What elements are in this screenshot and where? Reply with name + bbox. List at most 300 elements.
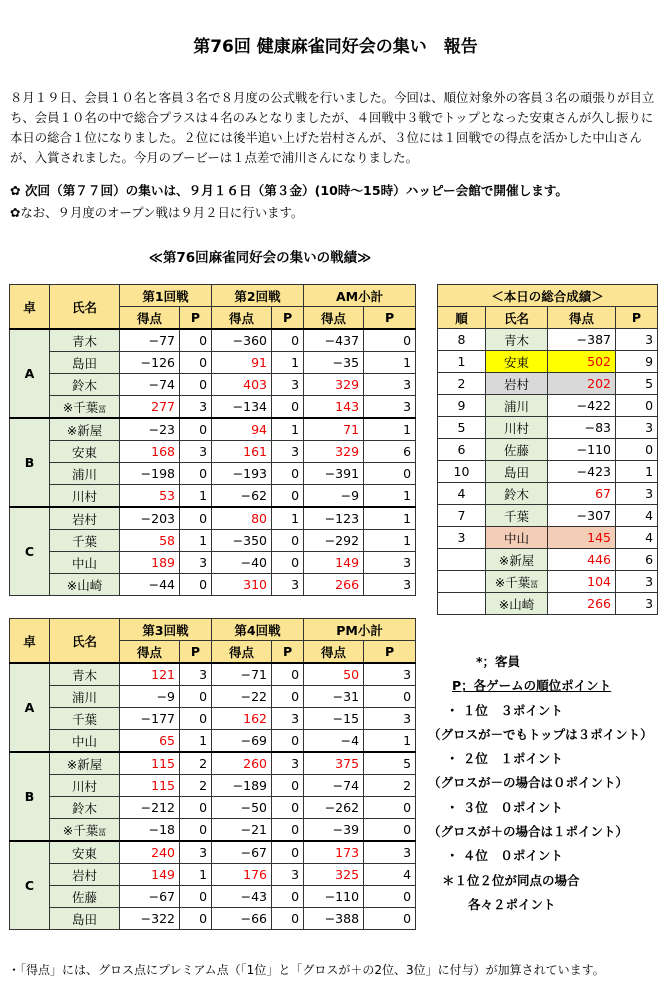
total-points-cell: 6 xyxy=(616,549,658,571)
pm-player-row xyxy=(10,864,416,886)
score-cell: −193 xyxy=(212,463,272,485)
guest-mark: 冨 xyxy=(98,404,107,414)
overall-header: ＜本日の総合成績＞ xyxy=(438,285,658,307)
pm-table-col: 卓 xyxy=(10,619,50,664)
am-player-row xyxy=(10,485,416,508)
score-col-header: 得点 xyxy=(548,307,616,329)
am-game-header: AM小計 xyxy=(304,285,416,307)
pm-player-row xyxy=(10,775,416,797)
pm-name-col: 氏名 xyxy=(50,619,120,664)
overall-row xyxy=(438,351,658,373)
points-cell: 0 xyxy=(364,797,416,819)
points-cell: 1 xyxy=(272,352,304,374)
points-cell: 0 xyxy=(180,686,212,708)
points-cell: 0 xyxy=(180,886,212,908)
score-cell: 50 xyxy=(304,663,364,686)
pm-header-row xyxy=(10,619,416,641)
score-cell: −203 xyxy=(120,507,180,530)
score-cell: −74 xyxy=(304,775,364,797)
score-cell: −322 xyxy=(120,908,180,930)
score-col-header: 得点 xyxy=(212,641,272,664)
points-cell: 0 xyxy=(180,352,212,374)
total-score-cell: −387 xyxy=(548,329,616,351)
page-title: 第76回 健康麻雀同好会の集い 報告 xyxy=(193,37,478,57)
name-col-header: 氏名 xyxy=(486,307,548,329)
score-cell: 329 xyxy=(304,374,364,396)
total-points-cell: 0 xyxy=(616,439,658,461)
player-name: 岩村 xyxy=(50,864,120,886)
guest-mark: 冨 xyxy=(98,827,107,837)
points-cell: 0 xyxy=(272,819,304,842)
player-name: ※山崎 xyxy=(486,593,548,615)
score-cell: −177 xyxy=(120,708,180,730)
points-cell: 0 xyxy=(180,708,212,730)
points-cell: 0 xyxy=(364,908,416,930)
points-cell: 0 xyxy=(364,463,416,485)
legend-line: ・ ３位 ０ポイント xyxy=(446,799,563,815)
overall-row xyxy=(438,395,658,417)
points-cell: 0 xyxy=(180,819,212,842)
player-name: ※千葉冨 xyxy=(50,396,120,419)
score-cell: −22 xyxy=(212,686,272,708)
player-name: ※新屋 xyxy=(50,418,120,441)
points-cell: 0 xyxy=(272,663,304,686)
score-cell: 80 xyxy=(212,507,272,530)
points-cell: 0 xyxy=(180,507,212,530)
legend-line: 各々２ポイント xyxy=(468,896,556,912)
points-cell: 0 xyxy=(272,485,304,508)
pm-player-row xyxy=(10,730,416,753)
score-cell: 115 xyxy=(120,752,180,775)
points-cell: 0 xyxy=(272,530,304,552)
overall-row xyxy=(438,593,658,615)
score-cell: −18 xyxy=(120,819,180,842)
points-col-header: P xyxy=(180,307,212,330)
player-name: 安東 xyxy=(486,351,548,373)
pm-game-header: 第3回戦 xyxy=(120,619,212,641)
total-score-cell: −110 xyxy=(548,439,616,461)
score-cell: 240 xyxy=(120,841,180,864)
results-subtitle: ≪第76回麻雀同好会の集いの戦績≫ xyxy=(148,250,372,266)
player-name: 安東 xyxy=(50,441,120,463)
next-meeting-notice: ✿ 次回（第７７回）の集いは、９月１６日（第３金）(10時～15時）ハッピー会館で開催します。 xyxy=(10,183,568,198)
score-cell: 277 xyxy=(120,396,180,419)
pm-player-row xyxy=(10,797,416,819)
score-cell: −62 xyxy=(212,485,272,508)
player-name: 千葉 xyxy=(50,708,120,730)
score-cell: 149 xyxy=(304,552,364,574)
total-score-cell: 67 xyxy=(548,483,616,505)
rank-cell: 5 xyxy=(438,417,486,439)
am-player-row xyxy=(10,418,416,441)
points-cell: 0 xyxy=(272,552,304,574)
legend-line: *；客員 xyxy=(476,654,521,669)
points-cell: 3 xyxy=(364,574,416,596)
points-cell: 1 xyxy=(364,530,416,552)
player-name: ※千葉冨 xyxy=(50,819,120,842)
player-name: 島田 xyxy=(50,352,120,374)
points-cell: 1 xyxy=(364,352,416,374)
points-cell: 6 xyxy=(364,441,416,463)
points-cell: 1 xyxy=(364,730,416,753)
rank-col-header: 順 xyxy=(438,307,486,329)
rank-cell: 2 xyxy=(438,373,486,395)
player-name: 島田 xyxy=(50,908,120,930)
score-cell: 53 xyxy=(120,485,180,508)
score-cell: 115 xyxy=(120,775,180,797)
score-cell: 266 xyxy=(304,574,364,596)
player-name: 川村 xyxy=(50,775,120,797)
score-cell: 260 xyxy=(212,752,272,775)
player-name: 青木 xyxy=(486,329,548,351)
table-label: A xyxy=(10,663,50,752)
score-cell: −388 xyxy=(304,908,364,930)
player-name: 佐藤 xyxy=(50,886,120,908)
score-cell: −437 xyxy=(304,329,364,352)
pm-player-row xyxy=(10,841,416,864)
overall-col-row xyxy=(438,307,658,329)
points-cell: 0 xyxy=(180,374,212,396)
am-player-row xyxy=(10,374,416,396)
footnote: ・「得点」には、グロス点にプレミアム点（「1位」と「グロスが＋の2位、3位」に付与）が加算されています。 xyxy=(8,963,605,977)
rank-cell xyxy=(438,549,486,571)
score-cell: 143 xyxy=(304,396,364,419)
score-cell: 310 xyxy=(212,574,272,596)
total-score-cell: −422 xyxy=(548,395,616,417)
score-cell: −39 xyxy=(304,819,364,842)
total-points-cell: 3 xyxy=(616,417,658,439)
score-cell: −123 xyxy=(304,507,364,530)
player-name: 鈴木 xyxy=(50,797,120,819)
points-cell: 3 xyxy=(180,663,212,686)
score-cell: −9 xyxy=(120,686,180,708)
player-name: 安東 xyxy=(50,841,120,864)
points-cell: 0 xyxy=(272,686,304,708)
points-cell: 3 xyxy=(180,552,212,574)
score-cell: 329 xyxy=(304,441,364,463)
points-cell: 3 xyxy=(364,841,416,864)
points-cell: 3 xyxy=(180,441,212,463)
rank-cell xyxy=(438,571,486,593)
points-cell: 1 xyxy=(272,507,304,530)
total-points-cell: 3 xyxy=(616,329,658,351)
am-player-row xyxy=(10,552,416,574)
score-cell: 162 xyxy=(212,708,272,730)
points-cell: 3 xyxy=(272,864,304,886)
player-name: 川村 xyxy=(50,485,120,508)
legend-line: ・ ２位 １ポイント xyxy=(446,751,563,767)
overall-row xyxy=(438,329,658,351)
score-cell: −350 xyxy=(212,530,272,552)
score-col-header: 得点 xyxy=(304,307,364,330)
score-cell: 65 xyxy=(120,730,180,753)
points-col-header: P xyxy=(180,641,212,664)
player-name: 岩村 xyxy=(50,507,120,530)
score-cell: 168 xyxy=(120,441,180,463)
am-player-row xyxy=(10,352,416,374)
player-name: 島田 xyxy=(486,461,548,483)
player-name: 青木 xyxy=(50,329,120,352)
points-cell: 5 xyxy=(364,752,416,775)
table-label: B xyxy=(10,752,50,841)
points-cell: 0 xyxy=(272,886,304,908)
score-cell: 375 xyxy=(304,752,364,775)
points-cell: 0 xyxy=(272,908,304,930)
points-cell: 2 xyxy=(180,775,212,797)
points-cell: 0 xyxy=(272,463,304,485)
pm-game-header: 第4回戦 xyxy=(212,619,304,641)
points-cell: 3 xyxy=(272,441,304,463)
points-cell: 3 xyxy=(364,396,416,419)
points-legend xyxy=(428,650,663,917)
am-game-header: 第1回戦 xyxy=(120,285,212,307)
player-name: 中山 xyxy=(50,552,120,574)
score-cell: −360 xyxy=(212,329,272,352)
score-col-header: 得点 xyxy=(304,641,364,664)
points-cell: 0 xyxy=(364,329,416,352)
points-cell: 3 xyxy=(180,841,212,864)
points-cell: 0 xyxy=(272,396,304,419)
rank-cell: 6 xyxy=(438,439,486,461)
points-col-header: P xyxy=(272,641,304,664)
table-label: C xyxy=(10,507,50,596)
score-cell: −134 xyxy=(212,396,272,419)
player-name: 青木 xyxy=(50,663,120,686)
rank-cell: 3 xyxy=(438,527,486,549)
points-cell: 3 xyxy=(272,708,304,730)
total-points-cell: 5 xyxy=(616,373,658,395)
player-name: ※新屋 xyxy=(486,549,548,571)
legend-line: P；各ゲームの順位ポイント xyxy=(452,678,612,694)
player-name: 浦川 xyxy=(50,463,120,485)
rank-cell: 8 xyxy=(438,329,486,351)
pm-player-row xyxy=(10,752,416,775)
points-cell: 3 xyxy=(364,663,416,686)
score-col-header: 得点 xyxy=(212,307,272,330)
points-cell: 1 xyxy=(364,418,416,441)
am-name-col: 氏名 xyxy=(50,285,120,330)
points-cell: 0 xyxy=(180,797,212,819)
total-points-cell: 9 xyxy=(616,351,658,373)
legend-line: （グロスが－の場合は０ポイント） xyxy=(428,775,629,791)
player-name: ※千葉冨 xyxy=(486,571,548,593)
pm-player-row xyxy=(10,708,416,730)
points-cell: 0 xyxy=(272,329,304,352)
points-cell: 0 xyxy=(272,797,304,819)
rank-cell: 4 xyxy=(438,483,486,505)
open-match-notice: ✿なお、９月度のオープン戦は９月２日に行います。 xyxy=(10,205,304,220)
am-player-row xyxy=(10,396,416,419)
score-cell: −23 xyxy=(120,418,180,441)
am-table-col: 卓 xyxy=(10,285,50,330)
points-cell: 0 xyxy=(272,730,304,753)
total-score-cell: 202 xyxy=(548,373,616,395)
score-cell: −43 xyxy=(212,886,272,908)
score-cell: 121 xyxy=(120,663,180,686)
score-cell: −66 xyxy=(212,908,272,930)
total-score-cell: 266 xyxy=(548,593,616,615)
score-cell: −292 xyxy=(304,530,364,552)
player-name: 浦川 xyxy=(486,395,548,417)
player-name: 川村 xyxy=(486,417,548,439)
pm-player-row xyxy=(10,663,416,686)
points-cell: 0 xyxy=(364,686,416,708)
total-points-cell: 1 xyxy=(616,461,658,483)
score-cell: −31 xyxy=(304,686,364,708)
score-col-header: 得点 xyxy=(120,307,180,330)
score-cell: 149 xyxy=(120,864,180,886)
pm-player-row xyxy=(10,886,416,908)
points-cell: 0 xyxy=(272,775,304,797)
am-player-row xyxy=(10,441,416,463)
score-cell: 403 xyxy=(212,374,272,396)
score-cell: 176 xyxy=(212,864,272,886)
legend-line: ・ ４位 ０ポイント xyxy=(446,848,563,864)
total-points-cell: 3 xyxy=(616,571,658,593)
pm-game-header: PM小計 xyxy=(304,619,416,641)
score-cell: −212 xyxy=(120,797,180,819)
overall-title-row xyxy=(438,285,658,307)
legend-line: （グロスが＋の場合は１ポイント） xyxy=(428,824,629,840)
score-cell: 161 xyxy=(212,441,272,463)
total-points-cell: 4 xyxy=(616,527,658,549)
score-cell: 91 xyxy=(212,352,272,374)
total-score-cell: 446 xyxy=(548,549,616,571)
intro-paragraph: ８月１９日、会員１０名と客員３名で８月度の公式戦を行いました。今回は、順位対象外の客員３名の頑張りが目立ち、会員１０名の中で総合プラスは４名のみとなりましたが、４回戦中３戦でトップとなった安東さんが久し振りに本日の総合１位になりました。２位には後半追い上げた岩村さんが、３位には１回戦での得点を活かした中山さんが、入賞されました。今月のブービーは１点差で浦川さんになりました。 xyxy=(10,90,655,165)
points-col-header: P xyxy=(364,641,416,664)
score-cell: −44 xyxy=(120,574,180,596)
total-score-cell: 104 xyxy=(548,571,616,593)
table-label: C xyxy=(10,841,50,930)
rank-cell: 1 xyxy=(438,351,486,373)
table-label: B xyxy=(10,418,50,507)
player-name: 鈴木 xyxy=(486,483,548,505)
player-name: 千葉 xyxy=(486,505,548,527)
am-player-row xyxy=(10,574,416,596)
score-cell: −9 xyxy=(304,485,364,508)
total-points-cell: 3 xyxy=(616,483,658,505)
points-cell: 3 xyxy=(364,374,416,396)
overall-row xyxy=(438,373,658,395)
points-cell: 1 xyxy=(364,507,416,530)
total-score-cell: −423 xyxy=(548,461,616,483)
player-name: 鈴木 xyxy=(50,374,120,396)
overall-row xyxy=(438,439,658,461)
score-cell: −40 xyxy=(212,552,272,574)
table-label: A xyxy=(10,329,50,418)
score-cell: −198 xyxy=(120,463,180,485)
total-score-cell: 502 xyxy=(548,351,616,373)
points-cell: 3 xyxy=(180,396,212,419)
score-cell: −69 xyxy=(212,730,272,753)
points-cell: 2 xyxy=(180,752,212,775)
score-cell: 71 xyxy=(304,418,364,441)
points-cell: 4 xyxy=(364,864,416,886)
score-cell: 58 xyxy=(120,530,180,552)
points-col-header: P xyxy=(272,307,304,330)
am-results-table xyxy=(9,284,416,596)
total-score-cell: −307 xyxy=(548,505,616,527)
am-player-row xyxy=(10,530,416,552)
points-cell: 3 xyxy=(364,552,416,574)
rank-cell xyxy=(438,593,486,615)
pm-player-row xyxy=(10,686,416,708)
pm-results-table xyxy=(9,618,416,930)
total-points-cell: 3 xyxy=(616,593,658,615)
pm-player-row xyxy=(10,908,416,930)
overall-row xyxy=(438,417,658,439)
score-cell: −4 xyxy=(304,730,364,753)
score-cell: −110 xyxy=(304,886,364,908)
points-cell: 1 xyxy=(180,485,212,508)
points-cell: 1 xyxy=(180,730,212,753)
score-cell: −21 xyxy=(212,819,272,842)
player-name: 中山 xyxy=(50,730,120,753)
rank-cell: 7 xyxy=(438,505,486,527)
score-cell: −74 xyxy=(120,374,180,396)
points-cell: 1 xyxy=(272,418,304,441)
player-name: 中山 xyxy=(486,527,548,549)
points-cell: 1 xyxy=(180,530,212,552)
rank-cell: 9 xyxy=(438,395,486,417)
points-cell: 3 xyxy=(272,374,304,396)
pm-player-row xyxy=(10,819,416,842)
overall-row xyxy=(438,505,658,527)
player-name: ※新屋 xyxy=(50,752,120,775)
total-score-cell: −83 xyxy=(548,417,616,439)
score-cell: −35 xyxy=(304,352,364,374)
player-name: 佐藤 xyxy=(486,439,548,461)
score-cell: −15 xyxy=(304,708,364,730)
score-cell: −126 xyxy=(120,352,180,374)
am-player-row xyxy=(10,329,416,352)
am-player-row xyxy=(10,463,416,485)
player-name: 岩村 xyxy=(486,373,548,395)
score-cell: −71 xyxy=(212,663,272,686)
score-cell: −67 xyxy=(120,886,180,908)
overall-row xyxy=(438,549,658,571)
overall-row xyxy=(438,483,658,505)
score-cell: 189 xyxy=(120,552,180,574)
points-cell: 3 xyxy=(272,752,304,775)
legend-line: ・ １位 ３ポイント xyxy=(446,702,563,718)
player-name: 浦川 xyxy=(50,686,120,708)
score-cell: 325 xyxy=(304,864,364,886)
score-cell: −189 xyxy=(212,775,272,797)
points-col-header: P xyxy=(364,307,416,330)
points-cell: 1 xyxy=(364,485,416,508)
am-player-row xyxy=(10,507,416,530)
am-game-header: 第2回戦 xyxy=(212,285,304,307)
overall-row xyxy=(438,461,658,483)
points-cell: 3 xyxy=(272,574,304,596)
overall-row xyxy=(438,571,658,593)
rank-cell: 10 xyxy=(438,461,486,483)
am-header-row xyxy=(10,285,416,307)
player-name: 千葉 xyxy=(50,530,120,552)
score-cell: −391 xyxy=(304,463,364,485)
guest-mark: 冨 xyxy=(530,579,539,589)
legend-line: ＊１位２位が同点の場合 xyxy=(442,872,580,888)
total-points-cell: 0 xyxy=(616,395,658,417)
score-cell: 173 xyxy=(304,841,364,864)
points-cell: 0 xyxy=(180,908,212,930)
score-cell: 94 xyxy=(212,418,272,441)
player-name: ※山崎 xyxy=(50,574,120,596)
score-cell: −67 xyxy=(212,841,272,864)
points-cell: 0 xyxy=(180,463,212,485)
legend-line: （グロスが－でもトップは３ポイント） xyxy=(428,726,653,742)
